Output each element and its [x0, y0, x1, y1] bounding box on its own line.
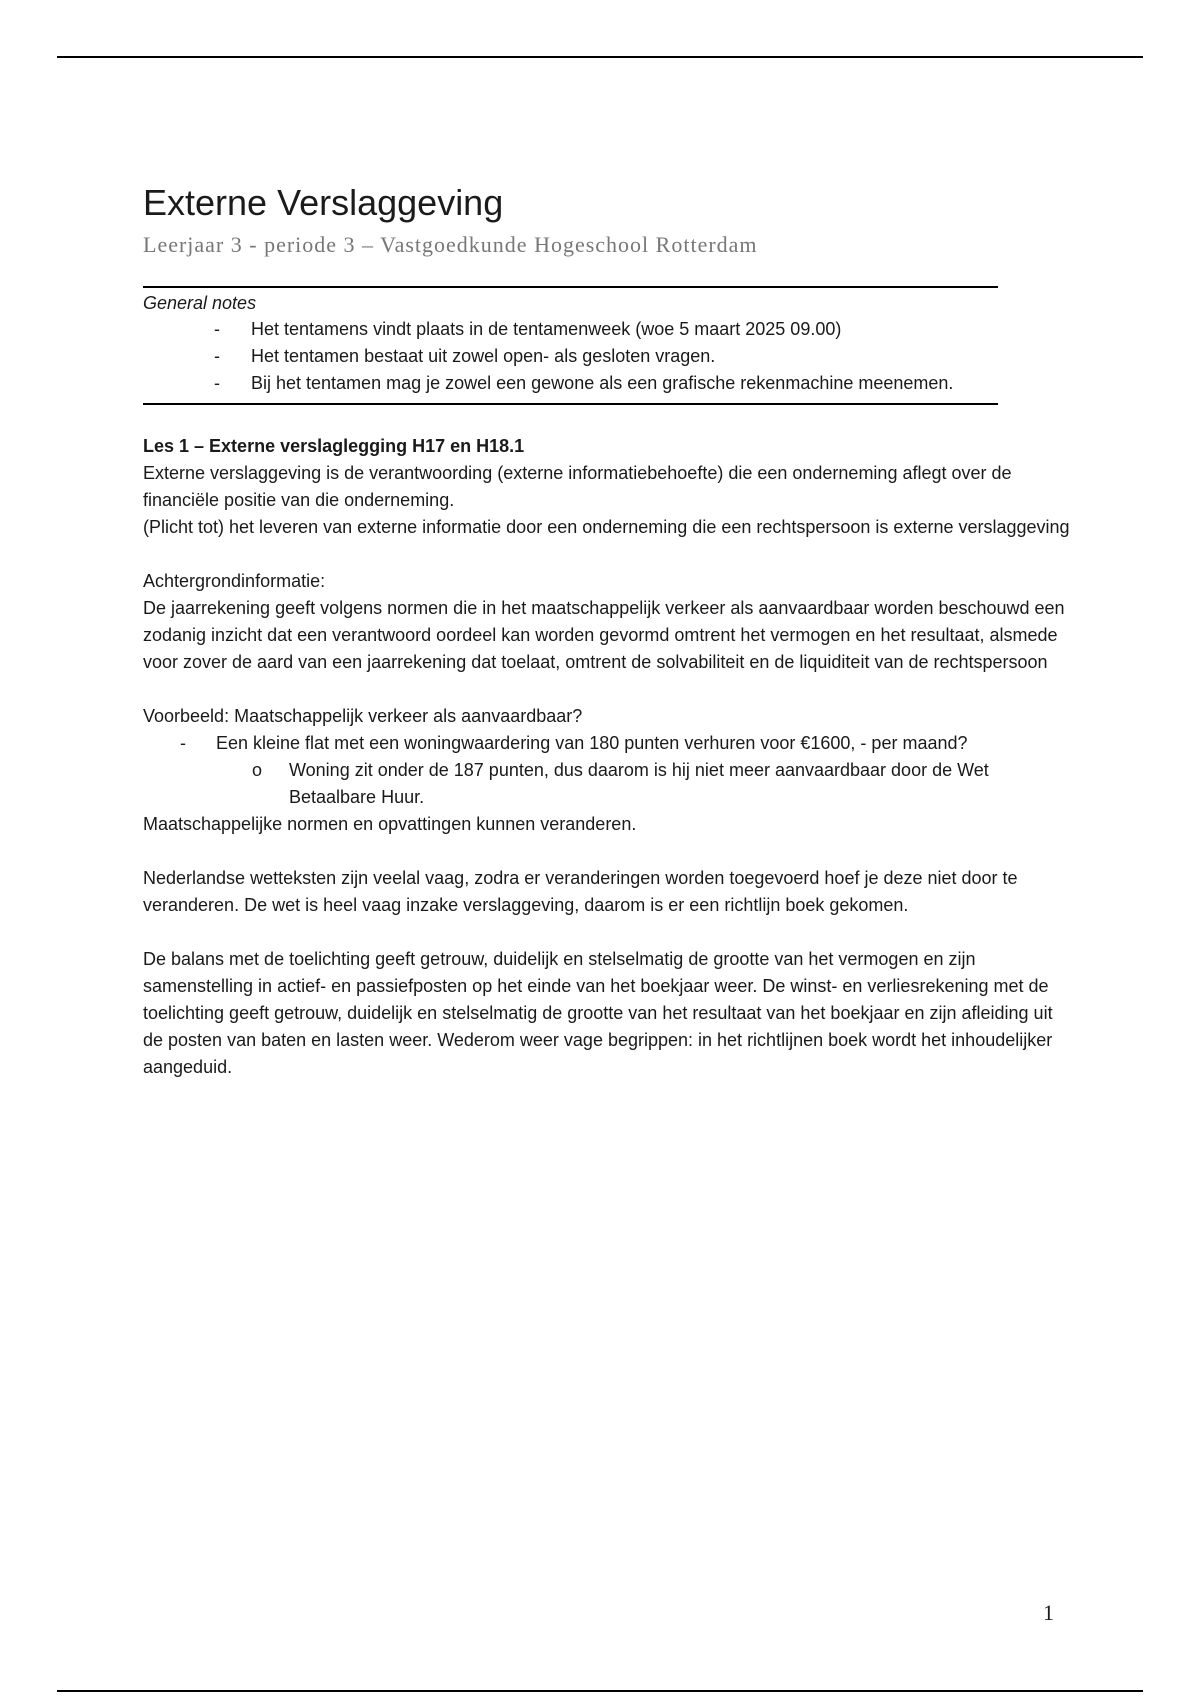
dash-bullet: - — [214, 346, 220, 366]
paragraph-norms: Maatschappelijke normen en opvattingen kunnen veranderen. — [143, 814, 637, 834]
bottom-rule — [57, 1690, 1143, 1692]
list-item-text: Het tentamens vindt plaats in de tentamenweek (woe 5 maart 2025 09.00) — [251, 319, 842, 339]
example-sub-list — [216, 757, 1073, 811]
general-notes-list — [143, 316, 998, 397]
general-notes-box — [143, 286, 998, 405]
paragraph-background: De jaarrekening geeft volgens normen die in het maatschappelijk verkeer als aanvaardbaar worden beschouwd een zodanig inzicht dat een verantwoord oordeel kan worden gevormd omtrent het vermogen en het resultaat, alsmede voor zover de aard van een jaarrekening dat toelaat, omtrent de solvabiliteit en de liquiditeit van de rechtspersoon — [143, 598, 1065, 672]
page-number: 1 — [1043, 1600, 1054, 1625]
section-heading: Les 1 – Externe verslaglegging H17 en H18.1 — [143, 436, 525, 456]
top-rule — [57, 56, 1143, 58]
paragraph-obligation: (Plicht tot) het leveren van externe informatie door een onderneming die een rechtspersoon is externe verslaggeving — [143, 517, 1070, 537]
background-label: Achtergrondinformatie: — [143, 571, 326, 591]
list-item-text: Een kleine flat met een woningwaardering van 180 punten verhuren voor €1600, - per maand? — [216, 733, 968, 753]
paragraph-definition: Externe verslaggeving is de verantwoording (externe informatiebehoefte) die een onderneming aflegt over de financiële positie van die onderneming. — [143, 463, 1012, 510]
list-item-text: Woning zit onder de 187 punten, dus daarom is hij niet meer aanvaardbaar door de Wet Betaalbare Huur. — [289, 760, 989, 807]
list-item — [143, 730, 1073, 811]
list-item — [216, 757, 1073, 811]
dash-bullet: - — [214, 373, 220, 393]
section-les-1 — [143, 433, 1073, 1081]
spacer — [143, 838, 1073, 865]
list-item-text: Het tentamen bestaat uit zowel open- als gesloten vragen. — [251, 346, 716, 366]
spacer — [143, 919, 1073, 946]
document-title: Externe Verslaggeving — [143, 182, 504, 223]
list-item — [143, 343, 998, 370]
circle-bullet: o — [252, 760, 263, 780]
list-item — [143, 316, 998, 343]
paragraph-balance: De balans met de toelichting geeft getrouw, duidelijk en stelselmatig de grootte van het vermogen en zijn samenstelling in actief- en passiefposten op het einde van het boekjaar weer. De winst- en verliesrekening met de toelichting geeft getrouw, duidelijk en stelselmatig de grootte van het resultaat van het boekjaar en zijn afleiding uit de posten van baten en lasten weer. Wederom weer vage begrippen: in het richtlijnen boek wordt het inhoudelijker aangeduid. — [143, 949, 1053, 1077]
dash-bullet: - — [180, 733, 186, 753]
paragraph-law: Nederlandse wetteksten zijn veelal vaag, zodra er veranderingen worden toegevoerd hoef je deze niet door te veranderen. De wet is heel vaag inzake verslaggeving, daarom is er een richtlijn boek gekomen. — [143, 868, 1018, 915]
dash-bullet: - — [214, 319, 220, 339]
spacer — [143, 676, 1073, 703]
spacer — [143, 541, 1073, 568]
example-label: Voorbeeld: Maatschappelijk verkeer als aanvaardbaar? — [143, 706, 583, 726]
document-subtitle: Leerjaar 3 - periode 3 – Vastgoedkunde Hogeschool Rotterdam — [143, 232, 758, 257]
example-list — [143, 730, 1073, 811]
list-item — [143, 370, 998, 397]
document-body — [143, 178, 1073, 1081]
list-item-text: Bij het tentamen mag je zowel een gewone als een grafische rekenmachine meenemen. — [251, 373, 954, 393]
general-notes-heading: General notes — [143, 293, 257, 313]
